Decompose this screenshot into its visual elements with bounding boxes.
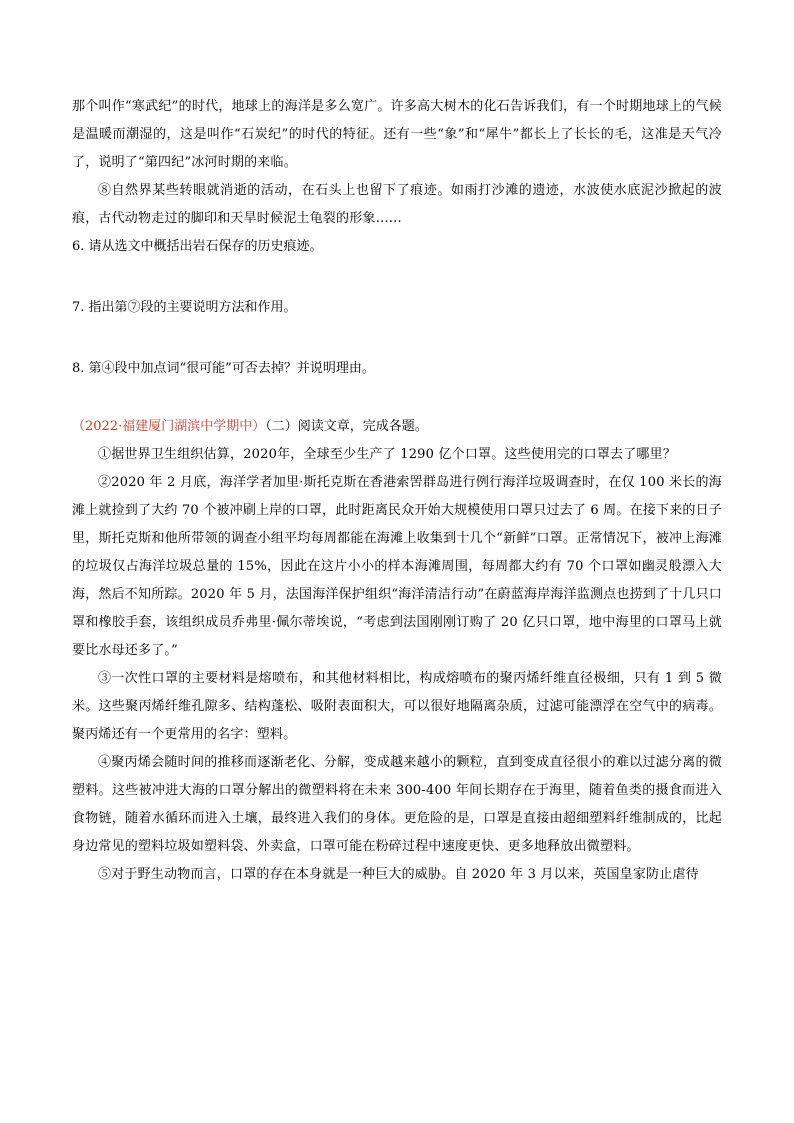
paragraph-continuation: 那个叫作“寒武纪”的时代，地球上的海洋是多么宽广。许多高大树木的化石告诉我们，有一个时期地球上的气候是温暖而潮湿的，这是叫作“石炭纪”的时代的特征。还有一些“象”和“犀牛”都长上了长长的毛，这准是天气冷了，说明了“第四纪”冰河时期的来临。 [72, 99, 722, 170]
source-tag: （2022·福建厦门湖滨中学期中） [72, 419, 266, 434]
article-paragraph-4: ④聚丙烯会随时间的推移而逐渐老化、分解，变成越来越小的颗粒，直到变成直径很小的难以过滤分离的微塑料。这些被冲进大海的口罩分解出的微塑料将在未来 300-400 年间长期存在于海里，随着鱼类的摄食而进入食物链，随着水循环而进入土壤，最终进入我们的身体。更危险的是，口罩是直接由超细塑料纤维制成的，比起身边常见的塑料垃圾如塑料袋、外卖盒，口罩可能在粉碎过程中速度更快、更多地释放出微塑料。 [72, 755, 722, 854]
article-paragraph-1: ①据世界卫生组织估算，2020年，全球至少生产了 1290 亿个口罩。这些使用完的口罩去了哪里？ [98, 447, 677, 462]
question-6: 6. 请从选文中概括出岩石保存的历史痕迹。 [72, 239, 323, 254]
answer-space [72, 322, 722, 355]
article-paragraph-5: ⑤对于野生动物而言，口罩的存在本身就是一种巨大的威胁。自 2020 年 3 月以来，英国皇家防止虐待 [98, 867, 699, 882]
paragraph-8: ⑧自然界某些转眼就消逝的活动，在石头上也留下了痕迹。如雨打沙滩的遗迹，水波使水底泥沙掀起的波痕，古代动物走过的脚印和天旱时候泥土龟裂的形象…… [72, 183, 722, 226]
answer-space [72, 261, 722, 294]
section-heading [72, 413, 722, 441]
section-title: （二）阅读文章，完成各题。 [265, 419, 428, 434]
document-page [72, 93, 722, 889]
question-7: 7. 指出第⑦段的主要说明方法和作用。 [72, 300, 297, 315]
question-8: 8. 第④段中加点词“很可能”可否去掉？并说明理由。 [72, 361, 375, 376]
article-paragraph-3: ③一次性口罩的主要材料是熔喷布，和其他材料相比，构成熔喷布的聚丙烯纤维直径极细，只有 1 到 5 微米。这些聚丙烯纤维孔隙多、结构蓬松、吸附表面积大，可以很好地隔离杂质，过滤可能漂浮在空气中的病毒。聚丙烯还有一个更常用的名字：塑料。 [72, 671, 722, 742]
answer-space [72, 383, 722, 413]
article-paragraph-2: ②2020 年 2 月底，海洋学者加里·斯托克斯在香港索罟群岛进行例行海洋垃圾调查时，在仅 100 米长的海滩上就捡到了大约 70 个被冲刷上岸的口罩，此时距离民众开始大规模使用口罩只过去了 6 周。在接下来的日子里，斯托克斯和他所带领的调查小组平均每周都能在海滩上收集到十几个“新鲜”口罩。正常情况下，被冲上海滩的垃圾仅占海洋垃圾总量的 15%，因此在这片小小的样本海滩周围，每周都大约有 70 个口罩如幽灵般漂入大海，然后不知所踪。2020 年 5 月，法国海洋保护组织“海洋清洁行动”在蔚蓝海岸海洋监测点也捞到了十几只口罩和橡胶手套，该组织成员乔弗里·佩尔蒂埃说，“考虑到法国刚刚订购了 20 亿只口罩，地中海里的口罩马上就要比水母还多了。” [72, 475, 722, 658]
